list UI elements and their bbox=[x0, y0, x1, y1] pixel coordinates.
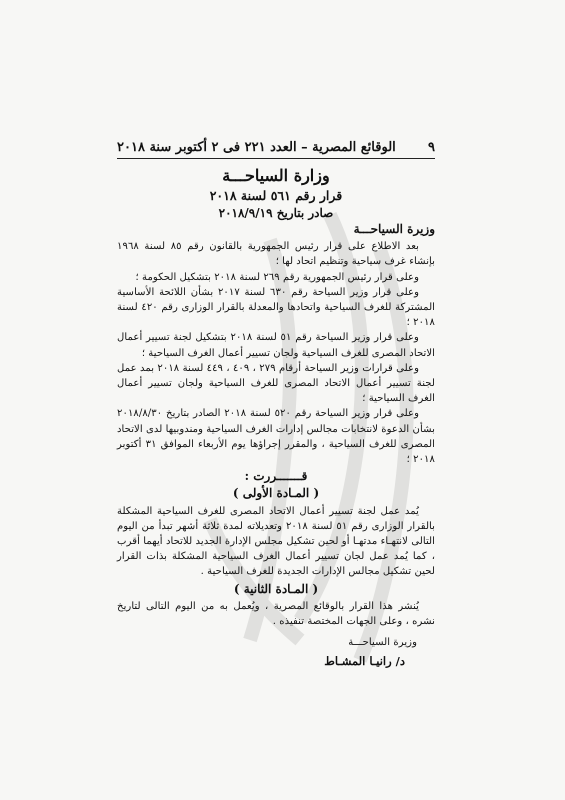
recital: وعلى قرار وزير السياحة رقم ٥١ لسنة ٢٠١٨ بتشكيل لجنة تسيير أعمال الاتحاد المصرى للغرف السياحية ولجان تسيير أعمال الغرف السياحية ؛ bbox=[117, 332, 435, 359]
page-number: ٩ bbox=[428, 140, 435, 155]
page-header bbox=[117, 140, 435, 155]
signature-name: د/ رانيـا المشـاط bbox=[324, 654, 405, 669]
decree-number: قرار رقم ٥٦١ لسنة ٢٠١٨ bbox=[209, 188, 343, 203]
decided-heading: قـــــــررت : bbox=[244, 469, 308, 484]
ministry-title: وزارة السياحـــة bbox=[222, 166, 330, 185]
article-2-title: ( المـادة الثانية ) bbox=[233, 581, 319, 596]
gazette-issue-line: الوقائع المصرية – العدد ٢٢١ فى ٢ أكتوبر سنة ٢٠١٨ bbox=[117, 140, 396, 155]
minister-heading: وزيرة السياحـــة bbox=[353, 222, 435, 236]
recital: وعلى قرارات وزير السياحة أرقام ٢٧٩ ، ٤٠٩ ، ٤٤٩ لسنة ٢٠١٨ بمد عمل لجنة تسيير أعمال الاتحاد المصرى للغرف السياحية ولجان تسيير أعمال الغرف السياحية ؛ bbox=[117, 362, 435, 405]
recital: وعلى قرار رئيس الجمهورية رقم ٢٦٩ لسنة ٢٠١٨ بتشكيل الحكومة ؛ bbox=[135, 271, 419, 283]
article-1-text: يُمد عمل لجنة تسيير أعمال الاتحاد المصرى للغرف السياحية المشكلة بالقرار الوزارى رقم ٥١ لسنة ٢٠١٨ وتعديلاته لمدة ثلاثة أشهر تبدأ من اليوم التالى لانتهـاء مدتهـا أو لحين تشكيل مجلس الإدارة الجديد للاتحاد أيهما أقرب ، كما يُمد عمل لجان تسيير أعمال الغرف السياحية المشكلة بذات القرار لحين تشكيل مجالس الإدارات الجديدة للغرف السياحية . bbox=[117, 505, 435, 578]
signature-title: وزيرة السياحـــة bbox=[348, 637, 417, 649]
header-divider bbox=[117, 158, 435, 159]
recital: وعلى قرار وزير السياحة رقم ٥٢٠ لسنة ٢٠١٨ الصادر بتاريخ ٢٠١٨/٨/٣٠ بشأن الدعوة لانتخابات مجالس إدارات الغرف السياحية ومندوبيها لدى الاتحاد المصرى للغرف السياحية ، والمقرر إجراؤها يوم الأربعاء الموافق ٣١ أكتوبر ٢٠١٨ ؛ bbox=[117, 408, 435, 466]
recital: وعلى قرار وزير السياحة رقم ٦٣٠ لسنة ٢٠١٧ بشأن اللائحة الأساسية المشتركة للغرف السياحية واتحادها والمعدلة بالقرار الوزارى رقم ٤٢٠ لسنة ٢٠١٨ ؛ bbox=[117, 286, 435, 329]
decree-body bbox=[117, 222, 435, 670]
article-2-text: يُنشر هذا القرار بالوقائع المصرية ، ويُعمل به من اليوم التالى لتاريخ نشره ، وعلى الجهات المختصة تنفيذه . bbox=[117, 600, 435, 628]
issue-date: صادر بتاريخ ٢٠١٨/٩/١٩ bbox=[218, 206, 334, 220]
article-1-title: ( المـادة الأولى ) bbox=[232, 486, 320, 501]
recital: بعد الاطلاع على قرار رئيس الجمهورية بالقانون رقم ٨٥ لسنة ١٩٦٨ بإنشاء غرف سياحية وتنظيم اتحاد لها ؛ bbox=[117, 241, 435, 268]
